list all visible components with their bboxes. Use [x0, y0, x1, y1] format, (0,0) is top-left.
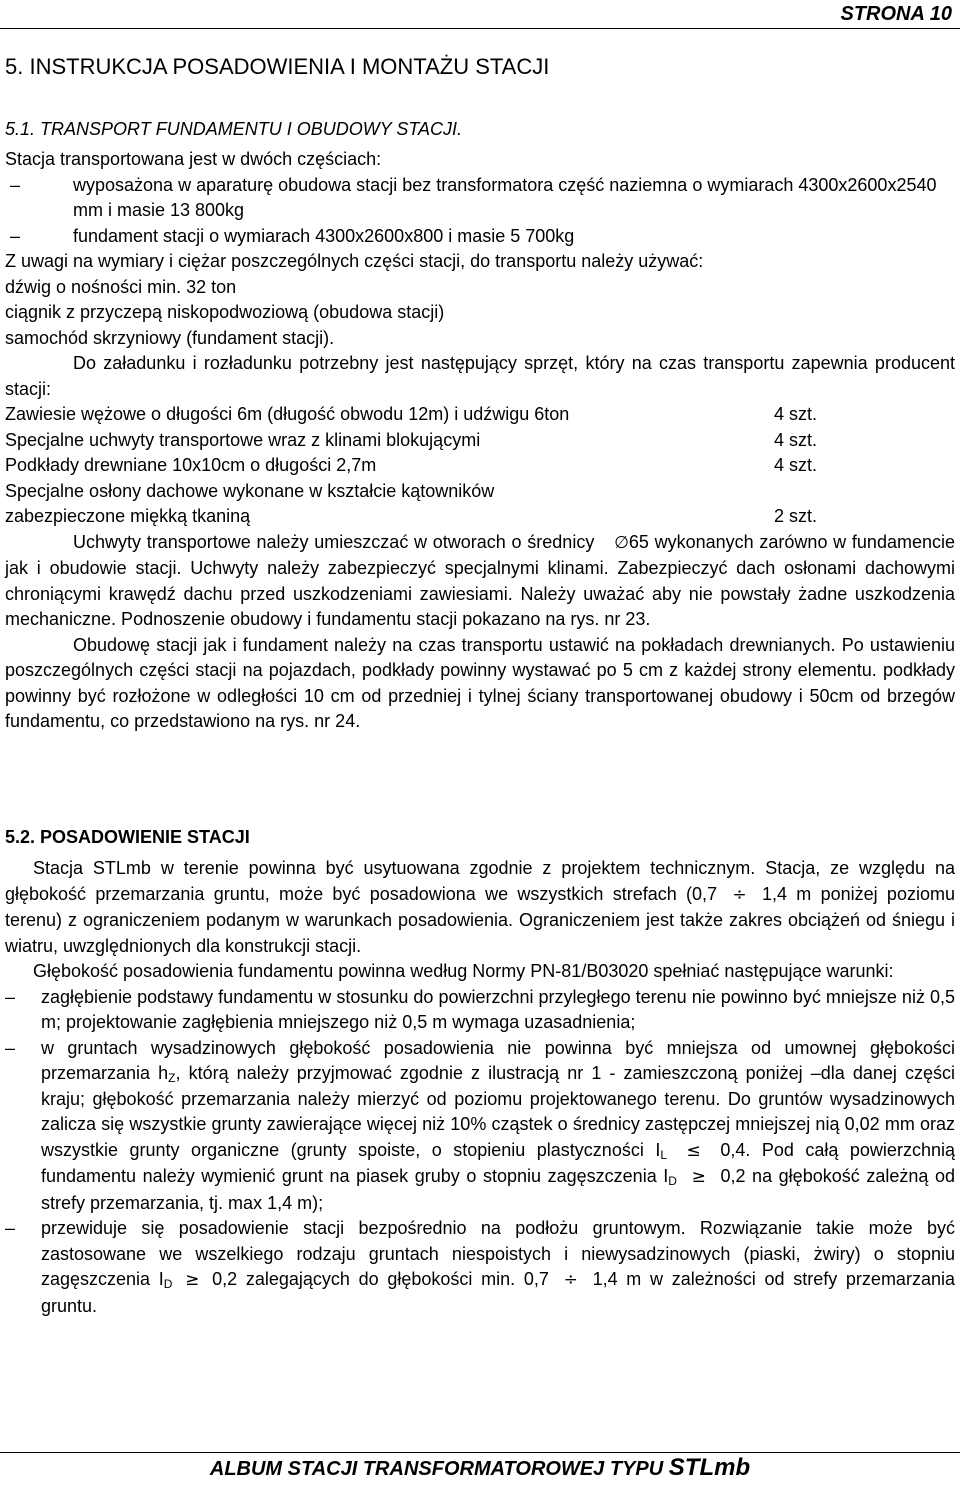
section-5-title: 5. INSTRUKCJA POSADOWIENIA I MONTAŻU STACJI	[5, 54, 550, 79]
transport-line: ciągnik z przyczepą niskopodwoziową (obudowa stacji)	[5, 302, 445, 322]
dash-bullet: –	[5, 1037, 16, 1058]
greater-equal-symbol: ≥	[691, 1167, 706, 1187]
header-rule	[0, 28, 960, 29]
handles-paragraph: Uchwyty transportowe należy umieszczać w otworach o średnicy ∅65 wykonanych zarówno w fundamencie jak i obudowie stacji. Uchwyty należy zabezpieczyć specjalnymi klinami. Zabezpieczyć dach osłonami dachowymi chroniącymi krawędź dachu przed uszkodzeniami zawiesiami. Należy uważać aby nie powstały żadne uszkodzenia mechaniczne. Podnoszenie obudowy i fundamentu stacji pokazano na rys. nr 23.	[5, 531, 955, 629]
transport-line: Z uwagi na wymiary i ciężar poszczególnych części stacji, do transportu należy używać:	[5, 251, 704, 271]
section-5-1-body	[5, 147, 955, 735]
condition-item: – przewiduje się posadowienie stacji bezpośrednio na podłożu gruntowym. Rozwiązanie takie może być zastosowane we wszelkiego rodzaju gruntach niespoistych i niewysadzinowych (piaski, żwiry) o stopniu zagęszczenia $I_D \ge 0,2$ zalegających do głębokości min. 0,7 ÷ 1,4 m w zależności od strefy przemarzania gruntu.	[5, 1218, 955, 1316]
dash-bullet: –	[10, 174, 21, 195]
equipment-row: Podkłady drewniane 10x10cm o długości 2,7m 4 szt.	[5, 455, 818, 475]
transport-line: dźwig o nośności min. 32 ton	[5, 276, 237, 297]
division-symbol: ÷	[732, 884, 747, 905]
equipment-intro: Do załadunku i rozładunku potrzebny jest następujący sprzęt, który na czas transportu zapewnia producent stacji:	[5, 353, 955, 399]
siting-paragraph: Stacja STLmb w terenie powinna być usytuowana zgodnie z projektem technicznym. Stacja, ze względu na głębokość przemarzania gruntu, może być posadowiona we wszystkich strefach (0,7 ÷ 1,4 m poniżej poziomu terenu) z ograniczeniem podanym w warunkach posadowienia. Ograniczeniem jest także zakres obciążeń od śniegu i wiatru, uwzględnionych dla konstrukcji stacji.	[5, 858, 955, 956]
page-footer	[0, 1455, 960, 1483]
diameter-symbol: ∅	[614, 532, 629, 553]
equipment-row: Zawiesie wężowe o długości 6m (długość obwodu 12m) i udźwigu 6ton 4 szt.	[5, 404, 818, 424]
condition-item: – zagłębienie podstawy fundamentu w stosunku do powierzchni przyległego terenu nie powinno być mniejsze niż 0,5 m; projektowanie zagłębienia mniejszego niż 0,5 m wymaga uzasadnienia;	[5, 986, 955, 1032]
equipment-row: Specjalne osłony dachowe wykonane w kształcie kątowników	[5, 480, 495, 501]
dash-bullet: –	[10, 225, 21, 246]
footer-type-name: STLmb	[668, 1454, 751, 1481]
placement-paragraph: Obudowę stacji jak i fundament należy na czas transportu ustawić na pokładach drewnianych. Po ustawieniu poszczególnych części stacji na pojazdach, podkłady powinny wystawać po 5 cm z każdej strony elementu. podkłady powinny być rozłożone w odległości 10 cm od przedniej i tylnej ściany transportowanej obudowy i 50cm od brzegów fundamentu, co przedstawiono na rys. nr 24.	[5, 634, 955, 731]
footer-rule	[0, 1452, 960, 1453]
list-item: – fundament stacji o wymiarach 4300x2600x800 i masie 5 700kg	[5, 224, 955, 250]
dash-bullet: –	[5, 1218, 16, 1238]
transport-line: samochód skrzyniowy (fundament stacji).	[5, 327, 335, 348]
section-5-2-title: 5.2. POSADOWIENIE STACJI	[5, 827, 250, 847]
greater-equal-symbol: ≥	[185, 1270, 200, 1290]
page-number-header: STRONA 10	[840, 3, 952, 25]
equipment-row: zabezpieczone miękką tkaniną 2 szt.	[5, 506, 818, 526]
footer-album-title: ALBUM STACJI TRANSFORMATOROWEJ TYPU	[209, 1458, 664, 1480]
dash-bullet: –	[5, 986, 16, 1007]
section-5-2-body	[5, 856, 955, 1319]
condition-item: – w gruntach wysadzinowych głębokość posadowienia nie powinna być mniejsza od umownej głębokości przemarzania $h_Z$, którą należy przyjmować zgodnie z ilustracją nr 1 - zamieszczoną poniżej –dla danej części kraju; głębokość przemarzania należy mierzyć od poziomu projektowanego terenu. Do gruntów wysadzinowych zalicza się wszystkie grunty zawierające więcej niż 10% cząstek o średnicy zastępczej mniejszej nią 0,02 mm oraz wszystkie grunty organiczne (grunty spoiste, o stopieniu plastyczności $I_L \le 0,4$. Pod całą powierzchnią fundamentu należy wymienić grunt na piasek gruby o stopniu zagęszczenia $I_D \ge 0,2$ na głębokość zależną od strefy przemarzania, tj. max 1,4 m);	[5, 1037, 956, 1213]
less-equal-symbol: ≤	[686, 1140, 701, 1161]
section-5-1-title: 5.1. TRANSPORT FUNDAMENTU I OBUDOWY STACJI.	[5, 119, 463, 139]
list-item: – wyposażona w aparaturę obudowa stacji bez transformatora część naziemna o wymiarach 4300x2600x2540 mm i masie 13 800kg	[10, 174, 937, 220]
equipment-row: Specjalne uchwyty transportowe wraz z klinami blokującymi 4 szt.	[5, 429, 818, 450]
depth-paragraph: Głębokość posadowienia fundamentu powinna według Normy PN-81/B03020 spełniać następujące warunki:	[33, 961, 894, 981]
transport-intro: Stacja transportowana jest w dwóch częściach:	[5, 149, 382, 169]
division-symbol: ÷	[563, 1270, 578, 1290]
